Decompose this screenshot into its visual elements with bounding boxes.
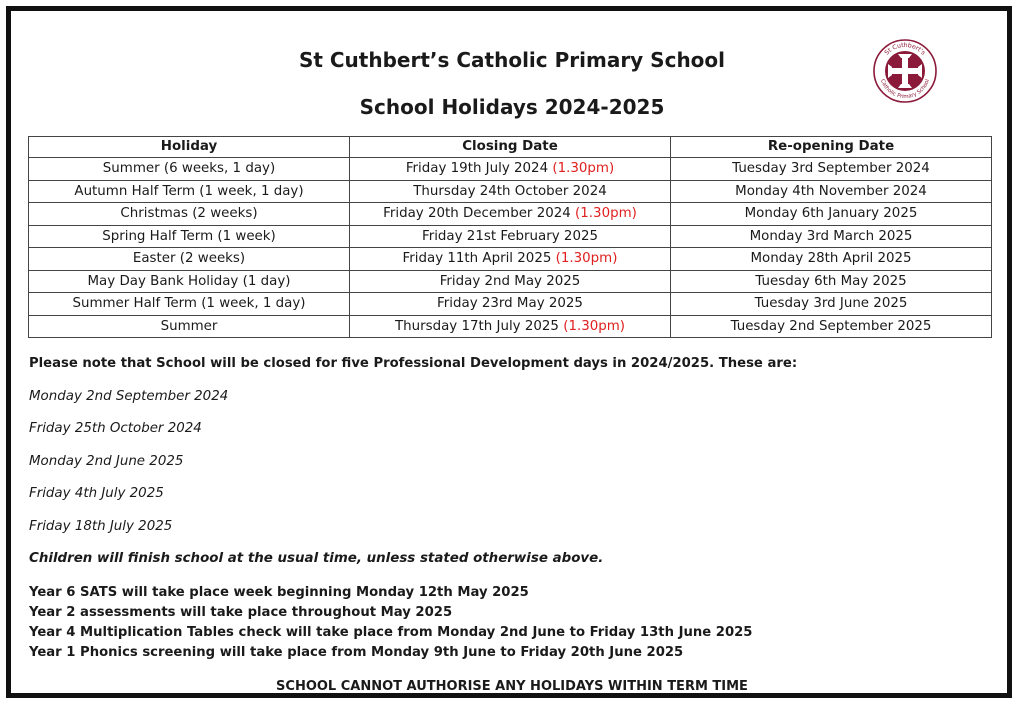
- pd-day: Friday 4th July 2025: [29, 486, 164, 501]
- closing-date-text: Thursday 17th July 2025: [394, 318, 559, 334]
- cell-holiday: Spring Half Term (1 week): [29, 225, 350, 248]
- cell-holiday: May Day Bank Holiday (1 day): [29, 270, 350, 293]
- pd-day: Monday 2nd September 2024: [29, 389, 229, 404]
- cell-reopening-date: Monday 28th April 2025: [671, 248, 992, 271]
- table-row: [29, 270, 992, 293]
- cell-reopening-date: Monday 3rd March 2025: [671, 225, 992, 248]
- cell-closing-date: [350, 180, 671, 203]
- closing-date-text: Thursday 24th October 2024: [413, 183, 607, 199]
- table-row: [29, 248, 992, 271]
- table-row: [29, 180, 992, 203]
- pd-day: Friday 18th July 2025: [29, 519, 173, 534]
- header-closing-date: Closing Date: [350, 137, 671, 158]
- cell-holiday: Autumn Half Term (1 week, 1 day): [29, 180, 350, 203]
- closing-date-text: Friday 19th July 2024: [405, 161, 549, 177]
- school-name: St Cuthbert’s Catholic Primary School: [298, 48, 726, 72]
- closing-date-text: Friday 20th December 2024: [383, 206, 571, 222]
- footer-notice: SCHOOL CANNOT AUTHORISE ANY HOLIDAYS WITHIN TERM TIME: [276, 679, 748, 694]
- cell-reopening-date: Tuesday 2nd September 2025: [671, 315, 992, 338]
- cell-closing-date: [350, 293, 671, 316]
- closing-date-text: Friday 21st February 2025: [421, 228, 599, 244]
- pd-note: Please note that School will be closed for five Professional Development days in 2024/2025. These are:: [29, 356, 798, 371]
- cell-closing-date: [350, 248, 671, 271]
- cell-closing-date: [350, 225, 671, 248]
- closing-time-text: (1.30pm): [555, 251, 618, 267]
- holiday-table: [28, 136, 992, 338]
- cell-holiday: Christmas (2 weeks): [29, 203, 350, 226]
- cell-closing-date: [350, 315, 671, 338]
- cell-reopening-date: Tuesday 3rd June 2025: [671, 293, 992, 316]
- cell-holiday: Summer: [29, 315, 350, 338]
- cell-reopening-date: Monday 6th January 2025: [671, 203, 992, 226]
- cell-reopening-date: Monday 4th November 2024: [671, 180, 992, 203]
- cell-holiday: Easter (2 weeks): [29, 248, 350, 271]
- closing-date-text: Friday 11th April 2025: [402, 251, 552, 267]
- closing-date-text: Friday 2nd May 2025: [439, 273, 581, 289]
- table-row: [29, 158, 992, 181]
- table-row: [29, 225, 992, 248]
- finish-note: Children will finish school at the usual time, unless stated otherwise above.: [29, 551, 604, 566]
- cell-closing-date: [350, 203, 671, 226]
- assessment-line: Year 1 Phonics screening will take place from Monday 9th June to Friday 20th June 2025: [29, 645, 684, 660]
- table-row: [29, 293, 992, 316]
- document-title: School Holidays 2024-2025: [359, 95, 665, 119]
- closing-time-text: (1.30pm): [552, 161, 615, 177]
- closing-time-text: (1.30pm): [563, 318, 626, 334]
- assessment-line: Year 6 SATS will take place week beginning Monday 12th May 2025: [29, 585, 529, 600]
- table-header-row: [29, 137, 992, 158]
- header-holiday: Holiday: [29, 137, 350, 158]
- cell-holiday: Summer Half Term (1 week, 1 day): [29, 293, 350, 316]
- assessment-line: Year 4 Multiplication Tables check will take place from Monday 2nd June to Friday 13th June 2025: [29, 625, 753, 640]
- header-reopening-date: Re-opening Date: [671, 137, 992, 158]
- cell-reopening-date: Tuesday 3rd September 2024: [671, 158, 992, 181]
- cell-closing-date: [350, 270, 671, 293]
- cell-closing-date: [350, 158, 671, 181]
- pd-day: Monday 2nd June 2025: [29, 454, 184, 469]
- svg-text:St Cuthbert's: St Cuthbert's: [883, 41, 927, 57]
- pd-day: Friday 25th October 2024: [29, 421, 202, 436]
- table-row: [29, 315, 992, 338]
- school-crest-icon: [872, 38, 938, 104]
- assessment-line: Year 2 assessments will take place throughout May 2025: [29, 605, 453, 620]
- table-row: [29, 203, 992, 226]
- cell-reopening-date: Tuesday 6th May 2025: [671, 270, 992, 293]
- svg-text:Catholic Primary School: Catholic Primary School: [879, 78, 931, 101]
- closing-date-text: Friday 23rd May 2025: [437, 296, 583, 312]
- closing-time-text: (1.30pm): [575, 206, 637, 222]
- cell-holiday: Summer (6 weeks, 1 day): [29, 158, 350, 181]
